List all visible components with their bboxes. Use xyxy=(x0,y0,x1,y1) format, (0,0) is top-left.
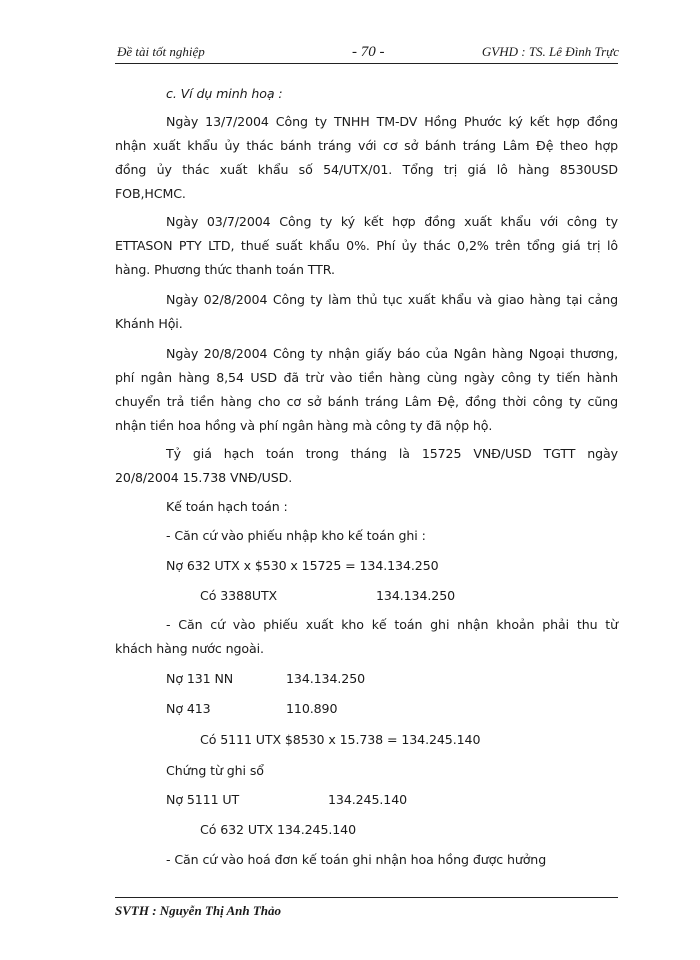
footer-divider xyxy=(115,897,618,898)
footer-author: SVTH : Nguyễn Thị Anh Thảo xyxy=(115,903,282,918)
section-title: c. Ví dụ minh hoạ : xyxy=(166,86,283,101)
page-number: - 70 - xyxy=(352,44,385,60)
entry-2-debit-2-account: Nợ 413 xyxy=(166,701,211,716)
accounting-step-2-line-1: - Căn cứ vào phiếu xuất kho kế toán ghi nhận khoản phải thu từ xyxy=(166,617,618,632)
paragraph-4-line-3: chuyển trả tiền hàng cho cơ sở bánh tráng Lâm Đệ, đồng thời công ty cũng xyxy=(115,394,618,409)
entry-3-debit-amount: 134.245.140 xyxy=(328,792,408,807)
voucher-label: Chứng từ ghi sổ xyxy=(166,763,264,778)
paragraph-2-line-2: ETTASON PTY LTD, thuế suất khẩu 0%. Phí ủy thác 0,2% trên tổng giá trị lô xyxy=(115,238,618,253)
entry-2-debit-1-account: Nợ 131 NN xyxy=(166,671,234,686)
paragraph-2-line-1: Ngày 03/7/2004 Công ty ký kết hợp đồng xuất khẩu với công ty xyxy=(166,214,618,229)
accounting-heading: Kế toán hạch toán : xyxy=(166,499,288,514)
entry-1-credit-account: Có 3388UTX xyxy=(200,588,278,603)
paragraph-2-line-3: hàng. Phương thức thanh toán TTR. xyxy=(115,262,335,277)
paragraph-3-line-2: Khánh Hội. xyxy=(115,316,183,331)
entry-3-debit-account: Nợ 5111 UT xyxy=(166,792,240,807)
accounting-step-3: - Căn cứ vào hoá đơn kế toán ghi nhận hoa hồng được hưởng xyxy=(166,852,547,867)
entry-3-credit: Có 632 UTX 134.245.140 xyxy=(200,822,357,837)
entry-2-debit-2-amount: 110.890 xyxy=(286,701,338,716)
paragraph-1-line-1: Ngày 13/7/2004 Công ty TNHH TM-DV Hồng Phước ký kết hợp đồng xyxy=(166,114,618,129)
entry-2-debit-1-amount: 134.134.250 xyxy=(286,671,366,686)
paragraph-4-line-2: phí ngân hàng 8,54 USD đã trừ vào tiền hàng cùng ngày công ty tiến hành xyxy=(115,370,618,385)
entry-2-credit: Có 5111 UTX $8530 x 15.738 = 134.245.140 xyxy=(200,732,481,747)
entry-1-debit: Nợ 632 UTX x $530 x 15725 = 134.134.250 xyxy=(166,558,439,573)
paragraph-4-line-1: Ngày 20/8/2004 Công ty nhận giấy báo của Ngân hàng Ngoại thương, xyxy=(166,346,618,361)
paragraph-1-line-2: nhận xuất khẩu ủy thác bánh tráng với cơ sở bánh tráng Lâm Đệ theo hợp xyxy=(115,138,618,153)
paragraph-5-line-2: 20/8/2004 15.738 VNĐ/USD. xyxy=(115,470,293,485)
paragraph-3-line-1: Ngày 02/8/2004 Công ty làm thủ tục xuất khẩu và giao hàng tại cảng xyxy=(166,292,618,307)
header-document-title: Đề tài tốt nghiệp xyxy=(117,44,205,59)
entry-1-credit-amount: 134.134.250 xyxy=(376,588,456,603)
paragraph-1-line-3: đồng ủy thác xuất khẩu số 54/UTX/01. Tổng trị giá lô hàng 8530USD xyxy=(115,162,618,177)
paragraph-4-line-4: nhận tiền hoa hồng và phí ngân hàng mà công ty đã nộp hộ. xyxy=(115,418,493,433)
accounting-step-1: - Căn cứ vào phiếu nhập kho kế toán ghi : xyxy=(166,528,426,543)
header-supervisor: GVHD : TS. Lê Đình Trực xyxy=(481,44,619,59)
header-divider xyxy=(115,63,618,64)
paragraph-1-line-4: FOB,HCMC. xyxy=(115,186,186,201)
accounting-step-2-line-2: khách hàng nước ngoài. xyxy=(115,641,264,656)
paragraph-5-line-1: Tỷ giá hạch toán trong tháng là 15725 VNĐ/USD TGTT ngày xyxy=(166,446,618,461)
